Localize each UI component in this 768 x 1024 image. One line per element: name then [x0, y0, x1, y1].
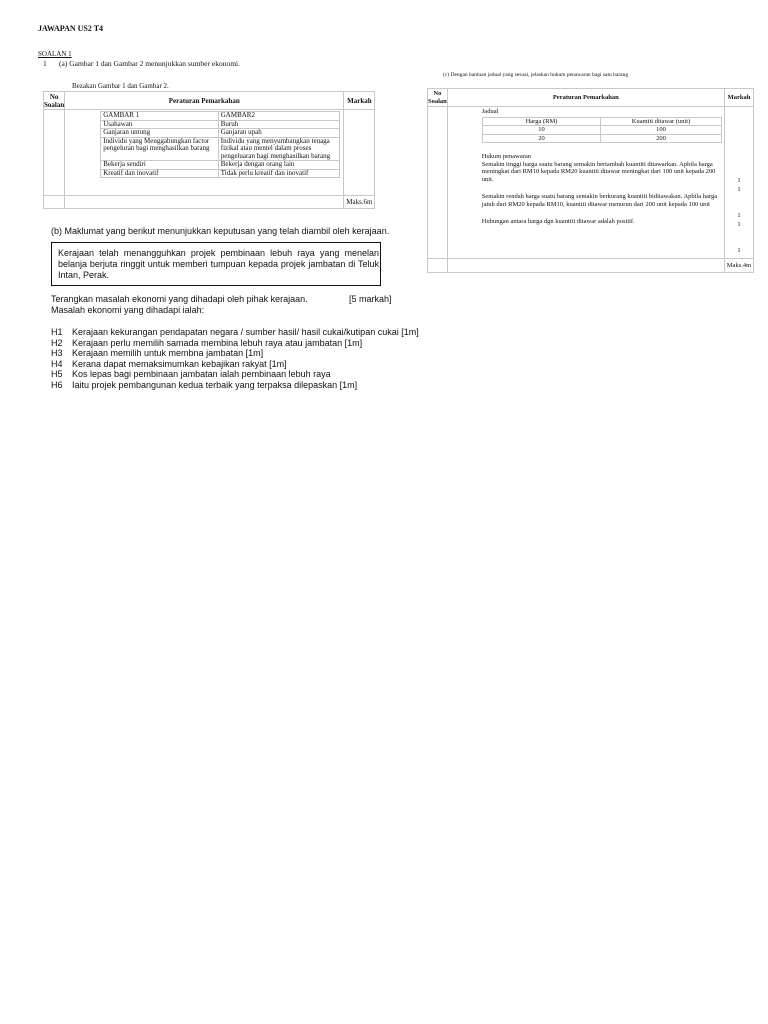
answer-key: H6 [51, 379, 63, 390]
marks-label: [5 markah] [349, 294, 392, 304]
maks-mark: Maks.4m [724, 259, 753, 273]
no-soalan-cell [44, 110, 65, 196]
table-header-row [482, 117, 721, 126]
maks-mark: Maks.6m [344, 196, 375, 209]
answer-list [51, 327, 419, 391]
header-markah: Markah [344, 92, 375, 110]
table-body-row [44, 110, 375, 196]
peraturan-cell [447, 107, 724, 259]
harga-cell: 10 [482, 126, 600, 135]
header-no-soalan: No Soalan [44, 92, 65, 109]
empty-cell [65, 196, 344, 209]
question-1a-text: (a) Gambar 1 dan Gambar 2 menunjukkan sumber ekonomi. [59, 59, 240, 68]
table-row [101, 112, 340, 121]
question-number: 1 [43, 59, 47, 68]
answer-text: Kerajaan perlu memilih samada membina lebuh raya atau jambatan [1m] [72, 337, 363, 348]
question-1b: (b) Maklumat yang berikut menunjukkan keputusan yang telah diambil oleh kerajaan. [51, 226, 390, 236]
table-row [482, 126, 721, 135]
gambar2-cell: GAMBAR2 [218, 112, 340, 121]
list-item [51, 380, 419, 391]
answer-text: Kerajaan memilih untuk membna jambatan [1m] [72, 348, 264, 359]
marking-table-c [427, 88, 754, 273]
answer-key: H4 [51, 358, 63, 369]
list-item [51, 369, 419, 380]
document-title: JAWAPAN US2 T4 [38, 24, 104, 33]
header-no-soalan: No Soalan [428, 89, 447, 105]
mark-value: 1 [737, 247, 741, 254]
table-footer-row [44, 196, 375, 209]
empty-cell [428, 259, 448, 273]
terangkan-text: Terangkan masalah ekonomi yang dihadapi oleh pihak kerajaan. [51, 294, 308, 304]
masalah-intro: Masalah ekonomi yang dihadapi ialah: [51, 305, 205, 315]
table-footer-row [428, 259, 754, 273]
markah-cell [724, 107, 753, 259]
answer-key: H5 [51, 369, 63, 380]
terangkan-question [51, 294, 392, 304]
table-row [101, 169, 340, 178]
list-item [51, 359, 419, 370]
mark-value: 1 [737, 186, 741, 193]
kuantiti-header: Kuantiti ditawar (unit) [601, 117, 722, 126]
hukum-paragraph-2: Semakin rendah harga suatu barang semakin berkurang kuantiti biditawakan. Apbila harga jatuh dari RM20 kepada RM10, kuantiti ditawar menurun dari 200 unit kepada 100 unit [481, 193, 718, 208]
empty-cell [447, 259, 724, 273]
empty-cell [44, 196, 65, 209]
information-box: Kerajaan telah menangguhkan projek pembinaan lebuh raya yang menelan belanja berjuta ringgit untuk memberi tumpuan kepada projek jambatan di Teluk Intan, Perak. [51, 242, 381, 286]
table-row [101, 161, 340, 170]
table-row [101, 129, 340, 138]
answer-text: Kos lepas bagi pembinaan jambatan ialah pembinaan lebuh raya [72, 369, 331, 380]
markah-cell [344, 110, 375, 196]
harga-cell: 20 [482, 134, 600, 143]
gambar2-cell: Buruh [218, 120, 340, 129]
answer-key: H1 [51, 327, 63, 337]
gambar2-cell: Tidak perlu kreatif dan inovatif [218, 169, 340, 178]
no-soalan-cell [428, 107, 448, 259]
gambar1-cell: Bekerja sendiri [101, 161, 219, 170]
header-peraturan: Peraturan Pemarkahan [65, 92, 344, 110]
comparison-table [100, 111, 340, 178]
mark-value: 1 [737, 221, 741, 228]
answer-text: Iaitu projek pembangunan kedua terbaik yang terpaksa dilepaskan [1m] [72, 379, 358, 390]
list-item [51, 327, 419, 338]
gambar1-cell: Kreatif dan inovatif [101, 169, 219, 178]
answer-text: Kerana dapat memaksimumkan kebajikan rakyat [1m] [72, 358, 287, 369]
gambar1-cell: Ganjaran untung [101, 129, 219, 138]
harga-header: Harga (RM) [482, 117, 600, 126]
hukum-paragraph-1: Semakin tinggi harga suatu barang semakin bertambah kuantiti ditawarkan. Apbila harga meningkat dari RM10 kepada RM20 kuantiti ditawar meningkat dari 100 unit kepada 200 unit. [481, 160, 716, 183]
kuantiti-cell: 200 [601, 134, 722, 143]
list-item [51, 338, 419, 349]
header-peraturan: Peraturan Pemarkahan [447, 89, 724, 107]
answer-text: Kerajaan kekurangan pendapatan negara / sumber hasil/ hasil cukai/kutipan cukai [1m] [72, 327, 419, 337]
table-row [101, 137, 340, 161]
jadual-label: Jadual [481, 108, 499, 115]
gambar2-cell: Individu yang menyumbangkan tenaga fizikal atau mentel dalam proses pengeluaran bagi menghasilkan barang [218, 137, 340, 161]
supply-schedule-table [482, 117, 722, 144]
hukum-title: Hukum penawaran [481, 153, 532, 160]
gambar1-cell: GAMBAR 1 [101, 112, 219, 121]
answer-key: H2 [51, 337, 63, 348]
gambar2-cell: Ganjaran upah [218, 129, 340, 138]
table-header-row [44, 92, 375, 110]
answer-key: H3 [51, 348, 63, 359]
gambar2-cell: Bekerja dengan orang lain [218, 161, 340, 170]
table-row [482, 134, 721, 143]
bezakan-instruction: Bezakan Gambar 1 dan Gambar 2. [72, 82, 169, 90]
marking-table-a [43, 91, 375, 209]
gambar1-cell: Usahawan [101, 120, 219, 129]
gambar1-cell: Individu yang Menggabungkan factor pengeluran bagi menghasilkan barang [101, 137, 219, 161]
soalan-label: SOALAN 1 [38, 50, 72, 58]
table-header-row [428, 89, 754, 107]
header-markah: Markah [724, 89, 753, 107]
hukum-paragraph-3: Hubungan antara harga dgn kuantiti ditawar adalah positif. [481, 218, 635, 225]
list-item [51, 348, 419, 359]
peraturan-cell [65, 110, 344, 196]
mark-value: 1 [737, 212, 741, 219]
mark-value: 1 [737, 177, 741, 184]
question-1a [43, 59, 240, 68]
question-1c: (c) Dengan bantuan jadual yang sesuai, jelaskan hukum penawaran bagi satu barang [443, 72, 629, 78]
kuantiti-cell: 100 [601, 126, 722, 135]
table-body-row [428, 107, 754, 259]
